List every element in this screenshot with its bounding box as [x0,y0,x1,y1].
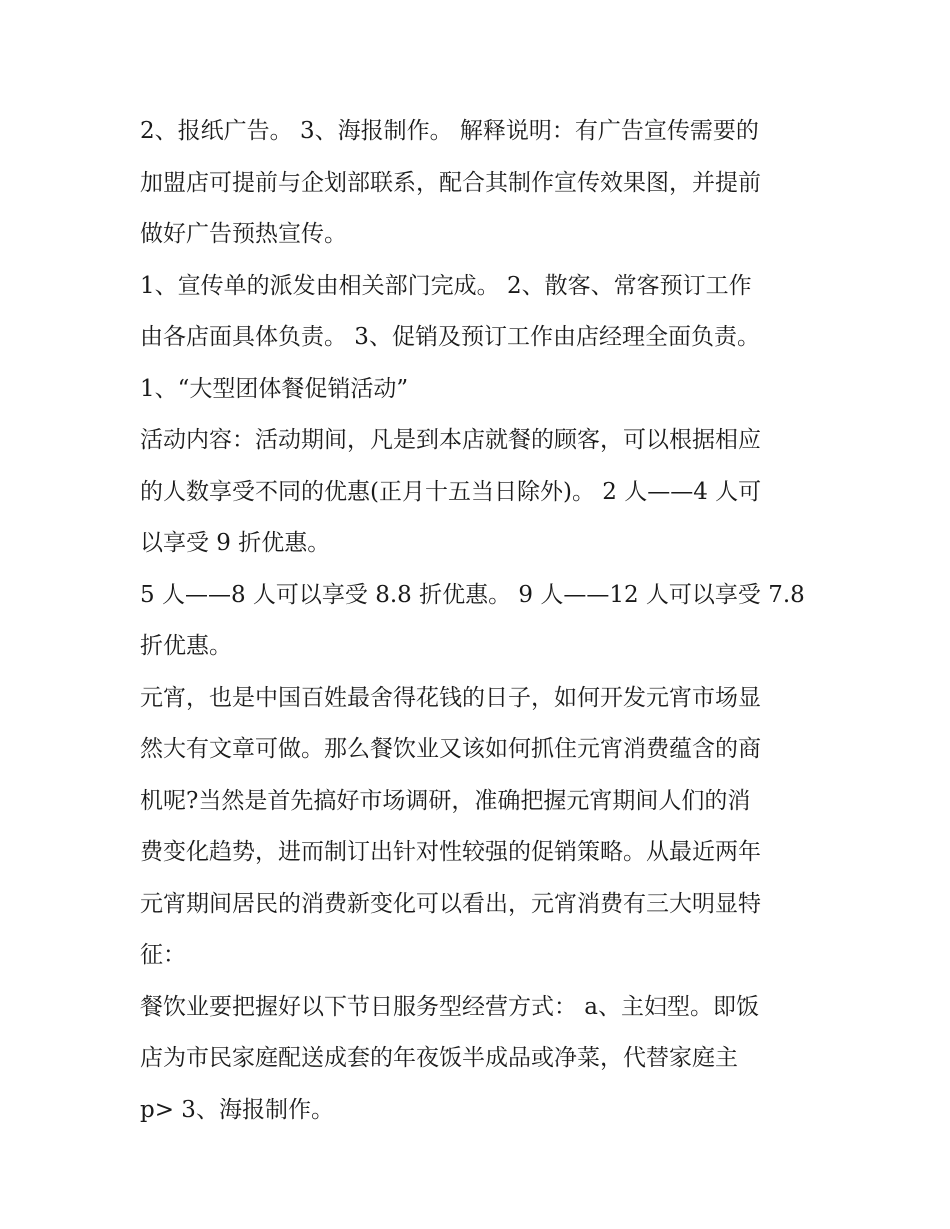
text-line: 折优惠。 [140,633,232,659]
text-line: 元宵期间居民的消费新变化可以看出，元宵消费有三大明显特 [140,890,761,917]
text-line: 做好广告预热宣传。 [140,221,347,247]
document-body [140,106,820,1136]
text-line: p> 3、海报制作。 [140,1096,334,1123]
text-line: 元宵，也是中国百姓最舍得花钱的日子，如何开发元宵市场显 [140,684,761,711]
text-line: 征： [140,942,186,968]
text-line: 机呢?当然是首先搞好市场调研，准确把握元宵期间人们的消 [140,787,751,814]
text-line: 1、“大型团体餐促销活动” [140,375,409,402]
text-line: 加盟店可提前与企划部联系，配合其制作宣传效果图，并提前 [140,169,761,196]
text-line: 店为市民家庭配送成套的年夜饭半成品或净菜，代替家庭主 [140,1045,738,1071]
text-line: 由各店面具体负责。 3、促销及预订工作由店经理全面负责。 [140,324,760,350]
text-line: 活动内容：活动期间，凡是到本店就餐的顾客，可以根据相应 [140,427,761,453]
text-line: 餐饮业要把握好以下节日服务型经营方式： a、主妇型。即饭 [140,993,760,1020]
text-line: 然大有文章可做。那么餐饮业又该如何抓住元宵消费蕴含的商 [140,736,761,762]
text-line: 1、宣传单的派发由相关部门完成。 2、散客、常客预订工作 [140,272,752,299]
text-line: 费变化趋势，进而制订出针对性较强的促销策略。从最近两年 [140,839,761,865]
text-line: 2、报纸广告。 3、海报制作。 解释说明：有广告宣传需要的 [140,118,759,144]
text-line: 以享受 9 折优惠。 [140,530,331,556]
text-line: 的人数享受不同的优惠(正月十五当日除外)。 2 人——4 人可 [140,478,762,505]
text-line: 5 人——8 人可以享受 8.8 折优惠。 9 人——12 人可以享受 7.8 [140,581,805,608]
